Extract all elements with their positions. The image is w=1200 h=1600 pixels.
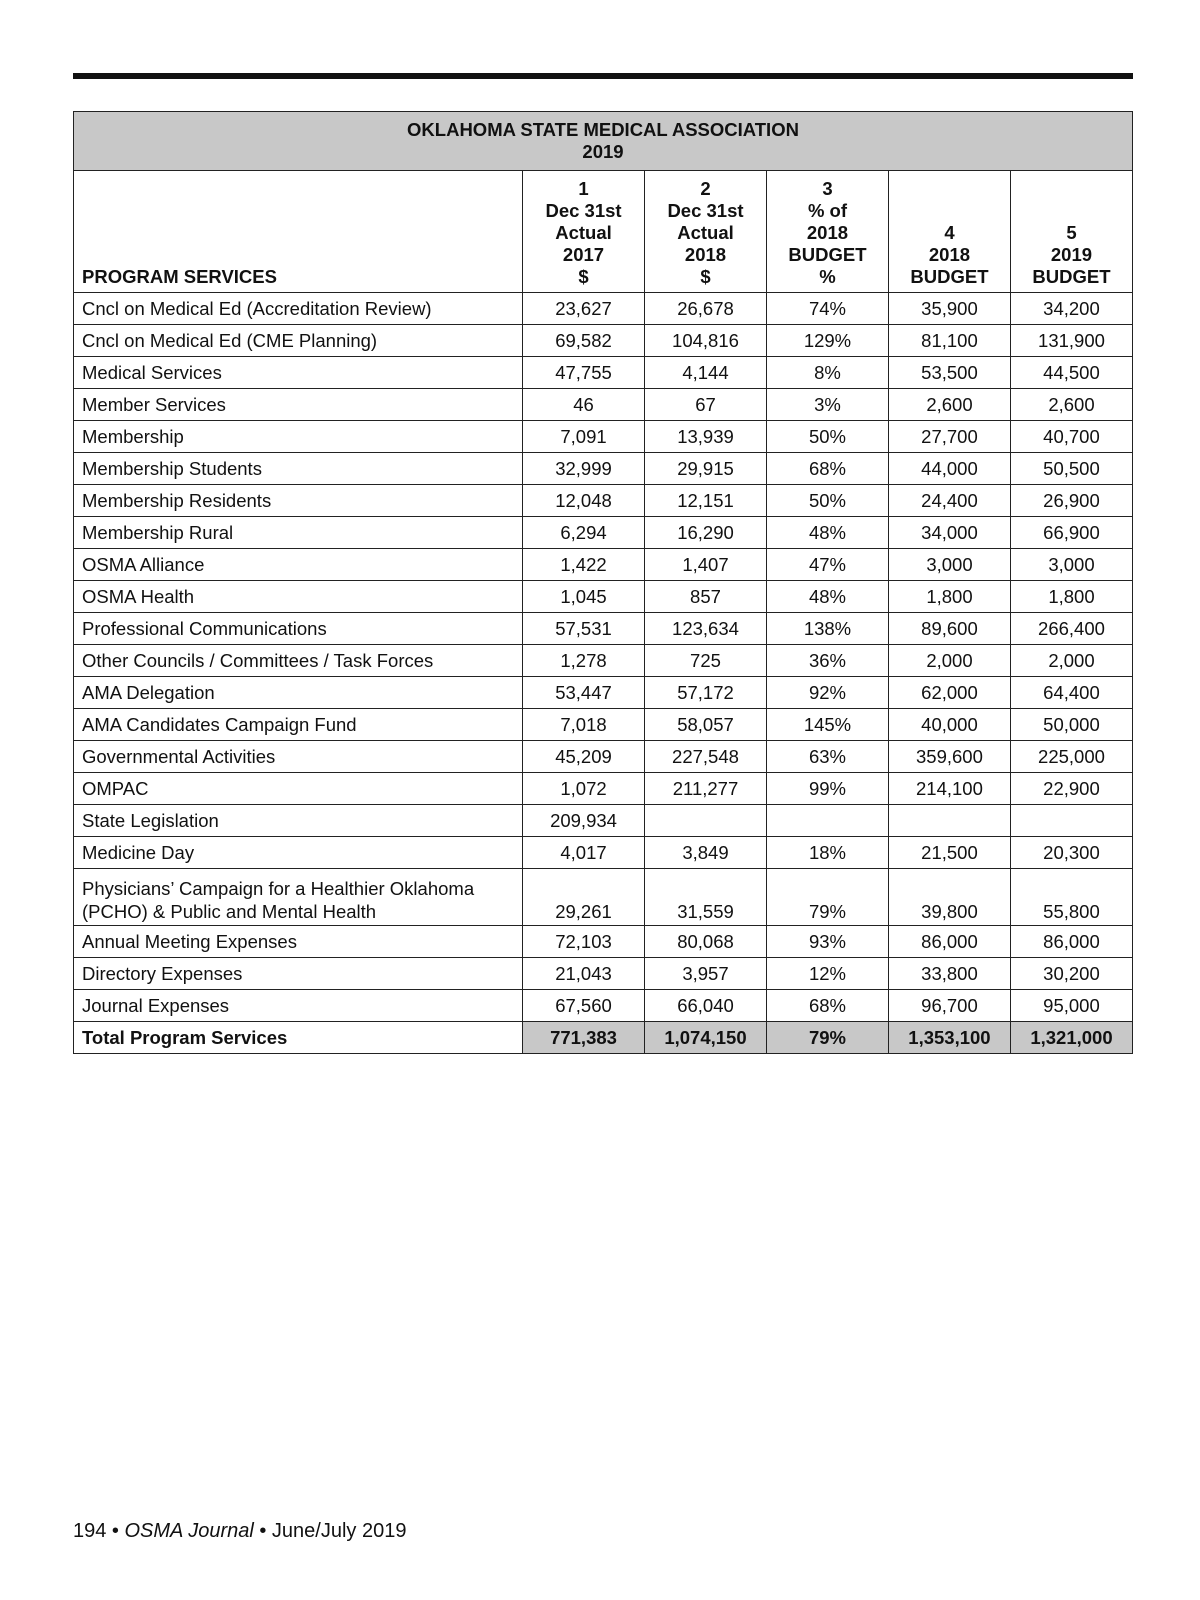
cell-actual-2018: 4,144: [645, 357, 767, 389]
row-label: Membership: [74, 421, 523, 453]
cell-actual-2018: 3,849: [645, 837, 767, 869]
cell-budget-2019: 30,200: [1010, 958, 1132, 990]
cell-pct-budget: 48%: [766, 581, 888, 613]
cell-budget-2019: 2,000: [1010, 645, 1132, 677]
cell-budget-2019: 50,000: [1010, 709, 1132, 741]
cell-budget-2019: 266,400: [1010, 613, 1132, 645]
table-row: [74, 581, 1133, 613]
row-label: AMA Delegation: [74, 677, 523, 709]
cell-actual-2018: 66,040: [645, 990, 767, 1022]
cell-budget-2019: 2,600: [1010, 389, 1132, 421]
col-5-header: 5 2019 BUDGET: [1010, 171, 1132, 293]
cell-actual-2017: 57,531: [523, 613, 645, 645]
page-footer: [73, 1520, 406, 1543]
cell-budget-2019: 55,800: [1010, 869, 1132, 926]
row-label: Membership Students: [74, 453, 523, 485]
cell-budget-2019: 1,800: [1010, 581, 1132, 613]
row-label: Membership Residents: [74, 485, 523, 517]
total-actual-2017: 771,383: [523, 1022, 645, 1054]
cell-budget-2018: 359,600: [888, 741, 1010, 773]
cell-actual-2018: 123,634: [645, 613, 767, 645]
cell-actual-2018: 58,057: [645, 709, 767, 741]
cell-actual-2018: 57,172: [645, 677, 767, 709]
cell-pct-budget: 93%: [766, 926, 888, 958]
cell-actual-2017: 12,048: [523, 485, 645, 517]
cell-budget-2019: 40,700: [1010, 421, 1132, 453]
cell-budget-2018: 81,100: [888, 325, 1010, 357]
cell-budget-2019: [1010, 805, 1132, 837]
cell-budget-2018: 33,800: [888, 958, 1010, 990]
cell-budget-2018: 35,900: [888, 293, 1010, 325]
table-title-text: OKLAHOMA STATE MEDICAL ASSOCIATION: [407, 119, 799, 140]
cell-budget-2018: 24,400: [888, 485, 1010, 517]
cell-pct-budget: [766, 805, 888, 837]
cell-pct-budget: 68%: [766, 990, 888, 1022]
col-1-header: 1 Dec 31st Actual 2017 $: [523, 171, 645, 293]
cell-actual-2017: 23,627: [523, 293, 645, 325]
total-row: [74, 1022, 1133, 1054]
cell-actual-2018: 227,548: [645, 741, 767, 773]
cell-actual-2018: 1,407: [645, 549, 767, 581]
row-label: Governmental Activities: [74, 741, 523, 773]
cell-actual-2017: 53,447: [523, 677, 645, 709]
cell-budget-2019: 34,200: [1010, 293, 1132, 325]
total-label: Total Program Services: [74, 1022, 523, 1054]
cell-budget-2019: 3,000: [1010, 549, 1132, 581]
cell-actual-2018: 857: [645, 581, 767, 613]
cell-actual-2018: 16,290: [645, 517, 767, 549]
cell-budget-2018: 44,000: [888, 453, 1010, 485]
cell-actual-2017: 46: [523, 389, 645, 421]
table-row: [74, 805, 1133, 837]
row-label: Professional Communications: [74, 613, 523, 645]
cell-budget-2019: 64,400: [1010, 677, 1132, 709]
cell-pct-budget: 3%: [766, 389, 888, 421]
row-label: Physicians’ Campaign for a Healthier Oklahoma (PCHO) & Public and Mental Health: [74, 869, 523, 926]
top-rule: [73, 73, 1133, 79]
row-label: OSMA Alliance: [74, 549, 523, 581]
cell-actual-2017: 209,934: [523, 805, 645, 837]
cell-budget-2019: 86,000: [1010, 926, 1132, 958]
col-4-header: 4 2018 BUDGET: [888, 171, 1010, 293]
total-budget-2019: 1,321,000: [1010, 1022, 1132, 1054]
cell-actual-2018: 13,939: [645, 421, 767, 453]
cell-pct-budget: 138%: [766, 613, 888, 645]
cell-pct-budget: 50%: [766, 421, 888, 453]
cell-budget-2019: 44,500: [1010, 357, 1132, 389]
cell-actual-2018: 29,915: [645, 453, 767, 485]
cell-budget-2019: 225,000: [1010, 741, 1132, 773]
cell-pct-budget: 50%: [766, 485, 888, 517]
table-row: [74, 869, 1133, 926]
table-row: [74, 517, 1133, 549]
table-title: [74, 112, 1133, 171]
cell-budget-2018: 27,700: [888, 421, 1010, 453]
table-row: [74, 453, 1133, 485]
cell-budget-2018: 2,000: [888, 645, 1010, 677]
table-row: [74, 325, 1133, 357]
row-label: State Legislation: [74, 805, 523, 837]
cell-actual-2017: 4,017: [523, 837, 645, 869]
cell-actual-2018: 31,559: [645, 869, 767, 926]
table-row: [74, 357, 1133, 389]
cell-actual-2017: 45,209: [523, 741, 645, 773]
table-row: [74, 958, 1133, 990]
row-label: Membership Rural: [74, 517, 523, 549]
cell-budget-2018: 34,000: [888, 517, 1010, 549]
cell-actual-2018: 67: [645, 389, 767, 421]
cell-actual-2018: 725: [645, 645, 767, 677]
cell-budget-2019: 95,000: [1010, 990, 1132, 1022]
cell-actual-2018: 211,277: [645, 773, 767, 805]
cell-pct-budget: 63%: [766, 741, 888, 773]
cell-actual-2018: 104,816: [645, 325, 767, 357]
program-services-header: PROGRAM SERVICES: [74, 171, 523, 293]
table-row: [74, 990, 1133, 1022]
table-row: [74, 926, 1133, 958]
table-row: [74, 677, 1133, 709]
cell-pct-budget: 79%: [766, 869, 888, 926]
cell-budget-2018: 2,600: [888, 389, 1010, 421]
column-header-row: [74, 171, 1133, 293]
cell-actual-2018: 26,678: [645, 293, 767, 325]
cell-budget-2019: 22,900: [1010, 773, 1132, 805]
row-label: Journal Expenses: [74, 990, 523, 1022]
cell-actual-2018: 80,068: [645, 926, 767, 958]
cell-actual-2017: 1,278: [523, 645, 645, 677]
table-row: [74, 837, 1133, 869]
row-label: Directory Expenses: [74, 958, 523, 990]
cell-pct-budget: 12%: [766, 958, 888, 990]
cell-actual-2017: 1,045: [523, 581, 645, 613]
cell-budget-2018: 1,800: [888, 581, 1010, 613]
cell-pct-budget: 36%: [766, 645, 888, 677]
cell-actual-2018: [645, 805, 767, 837]
row-label: Member Services: [74, 389, 523, 421]
publication-name: OSMA Journal: [124, 1520, 254, 1542]
row-label: Cncl on Medical Ed (Accreditation Review): [74, 293, 523, 325]
cell-actual-2018: 3,957: [645, 958, 767, 990]
row-label: Medicine Day: [74, 837, 523, 869]
cell-budget-2019: 66,900: [1010, 517, 1132, 549]
table-row: [74, 293, 1133, 325]
cell-actual-2017: 67,560: [523, 990, 645, 1022]
table-row: [74, 709, 1133, 741]
row-label: Medical Services: [74, 357, 523, 389]
cell-actual-2017: 69,582: [523, 325, 645, 357]
cell-actual-2017: 6,294: [523, 517, 645, 549]
table-row: [74, 549, 1133, 581]
table-year: 2019: [582, 141, 624, 162]
cell-budget-2019: 50,500: [1010, 453, 1132, 485]
cell-budget-2018: 53,500: [888, 357, 1010, 389]
cell-budget-2019: 26,900: [1010, 485, 1132, 517]
budget-table: [73, 111, 1133, 1054]
total-budget-2018: 1,353,100: [888, 1022, 1010, 1054]
cell-budget-2018: 86,000: [888, 926, 1010, 958]
table-row: [74, 389, 1133, 421]
cell-budget-2018: 96,700: [888, 990, 1010, 1022]
cell-actual-2017: 1,072: [523, 773, 645, 805]
col-3-header: 3 % of 2018 BUDGET %: [766, 171, 888, 293]
total-pct-budget: 79%: [766, 1022, 888, 1054]
cell-pct-budget: 145%: [766, 709, 888, 741]
cell-budget-2018: 40,000: [888, 709, 1010, 741]
cell-budget-2018: [888, 805, 1010, 837]
cell-pct-budget: 92%: [766, 677, 888, 709]
cell-actual-2017: 7,018: [523, 709, 645, 741]
row-label: Annual Meeting Expenses: [74, 926, 523, 958]
cell-budget-2018: 39,800: [888, 869, 1010, 926]
cell-budget-2018: 214,100: [888, 773, 1010, 805]
cell-pct-budget: 18%: [766, 837, 888, 869]
cell-actual-2017: 1,422: [523, 549, 645, 581]
page-number: 194 •: [73, 1520, 119, 1542]
cell-budget-2019: 131,900: [1010, 325, 1132, 357]
cell-actual-2017: 7,091: [523, 421, 645, 453]
cell-pct-budget: 47%: [766, 549, 888, 581]
cell-pct-budget: 48%: [766, 517, 888, 549]
cell-pct-budget: 74%: [766, 293, 888, 325]
cell-pct-budget: 8%: [766, 357, 888, 389]
issue-date: • June/July 2019: [259, 1520, 407, 1542]
table-row: [74, 773, 1133, 805]
cell-budget-2018: 62,000: [888, 677, 1010, 709]
cell-actual-2017: 29,261: [523, 869, 645, 926]
cell-actual-2017: 32,999: [523, 453, 645, 485]
cell-actual-2017: 21,043: [523, 958, 645, 990]
row-label: OMPAC: [74, 773, 523, 805]
cell-budget-2018: 89,600: [888, 613, 1010, 645]
row-label: OSMA Health: [74, 581, 523, 613]
row-label: AMA Candidates Campaign Fund: [74, 709, 523, 741]
cell-pct-budget: 99%: [766, 773, 888, 805]
total-actual-2018: 1,074,150: [645, 1022, 767, 1054]
table-row: [74, 485, 1133, 517]
col-2-header: 2 Dec 31st Actual 2018 $: [645, 171, 767, 293]
cell-actual-2017: 72,103: [523, 926, 645, 958]
cell-actual-2017: 47,755: [523, 357, 645, 389]
cell-budget-2018: 3,000: [888, 549, 1010, 581]
row-label: Other Councils / Committees / Task Forces: [74, 645, 523, 677]
cell-pct-budget: 129%: [766, 325, 888, 357]
cell-pct-budget: 68%: [766, 453, 888, 485]
table-row: [74, 741, 1133, 773]
table-row: [74, 613, 1133, 645]
cell-budget-2018: 21,500: [888, 837, 1010, 869]
row-label: Cncl on Medical Ed (CME Planning): [74, 325, 523, 357]
cell-budget-2019: 20,300: [1010, 837, 1132, 869]
table-row: [74, 421, 1133, 453]
table-row: [74, 645, 1133, 677]
cell-actual-2018: 12,151: [645, 485, 767, 517]
